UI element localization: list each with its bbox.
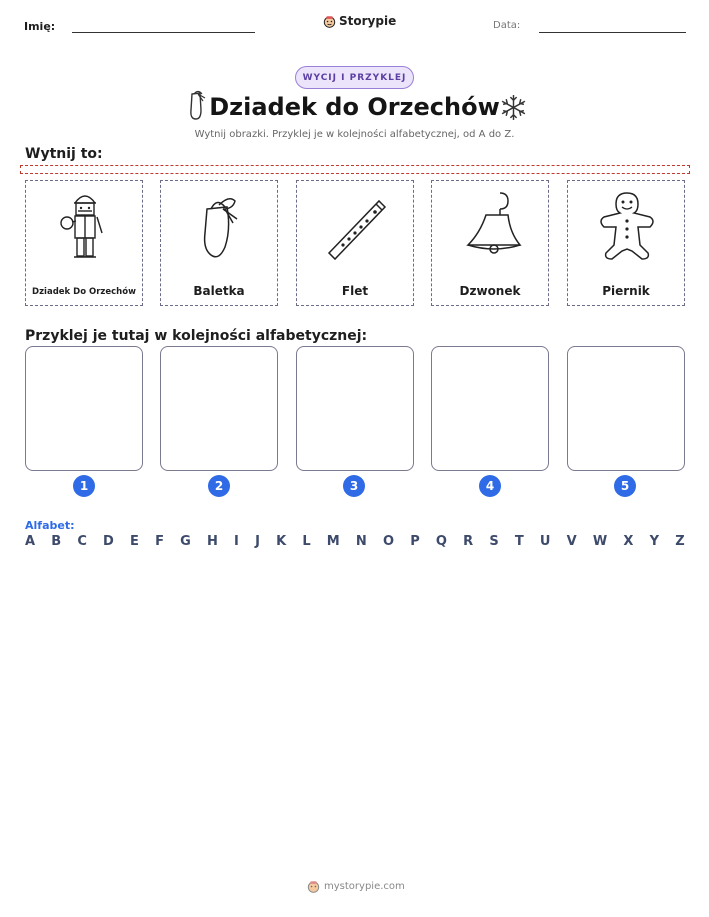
cut-card-gingerbread[interactable] [567,180,685,306]
alphabet-letter: V [566,534,577,549]
slot-number-5: 5 [614,475,636,497]
alphabet-letter: H [206,534,218,549]
alphabet-letter: G [180,534,191,549]
snowflake-icon [500,94,527,121]
cut-card-ballet-shoe[interactable] [160,180,278,306]
alphabet-letter: U [539,534,551,549]
alphabet-row [25,534,685,549]
alphabet-letter: N [355,534,367,549]
alphabet-letter: F [155,534,164,549]
nutcracker-icon [50,189,120,263]
brand-name: Storypie [339,14,397,28]
alphabet-letter: J [255,534,260,549]
paste-slot-3[interactable] [296,346,414,471]
alphabet-letter: O [382,534,395,549]
gingerbread-icon [592,189,662,263]
alphabet-letter: B [51,534,62,549]
date-line[interactable] [539,32,686,33]
activity-badge: WYCIJ I PRZYKLEJ [295,66,414,89]
alphabet-letter: M [326,534,340,549]
alphabet-letter: D [103,534,114,549]
card-label: Baletka [193,284,245,298]
alphabet-letter: Z [675,534,685,549]
storypie-logo-icon [307,880,320,893]
alphabet-letter: P [410,534,420,549]
name-line[interactable] [72,32,255,33]
alphabet-letter: X [623,534,634,549]
card-label: Dziadek Do Orzechów [32,287,136,297]
card-label: Flet [341,284,369,298]
alphabet-letter: C [77,534,87,549]
slot-number-1: 1 [73,475,95,497]
storypie-logo-icon [323,15,336,28]
alphabet-letter: K [276,534,287,549]
slot-number-2: 2 [208,475,230,497]
slot-number-3: 3 [343,475,365,497]
alphabet-letter: I [234,534,239,549]
alphabet-letter: Y [649,534,660,549]
alphabet-title: Alfabet: [25,519,75,532]
alphabet-letter: W [592,534,608,549]
page-title: Dziadek do Orzechów [209,93,500,121]
date-label: Data: [493,20,521,31]
paste-slot-1[interactable] [25,346,143,471]
cut-heading: Wytnij to: [25,146,103,162]
instructions: Wytnij obrazki. Przyklej je w kolejności alfabetycznej, od A do Z. [194,129,515,140]
paste-slot-5[interactable] [567,346,685,471]
alphabet-letter: E [130,534,139,549]
cut-line-dashed [20,165,690,174]
footer-site[interactable]: mystorypie.com [324,881,405,892]
brand-logo [323,14,396,28]
cut-card-bell[interactable] [431,180,549,306]
card-label: Piernik [602,284,650,298]
name-label: Imię: [24,20,56,33]
alphabet-letter: S [489,534,499,549]
flute-icon [321,189,391,263]
paste-slot-4[interactable] [431,346,549,471]
alphabet-letter: A [25,534,36,549]
cut-card-flute[interactable] [296,180,414,306]
alphabet-letter: Q [435,534,447,549]
bell-icon [456,189,526,263]
alphabet-letter: T [514,534,524,549]
cut-card-nutcracker[interactable] [25,180,143,306]
footer [307,880,405,893]
alphabet-letter: L [302,534,311,549]
card-label: Dzwonek [459,284,521,298]
paste-heading: Przyklej je tutaj w kolejności alfabetycznej: [25,328,368,344]
alphabet-letter: R [463,534,474,549]
paste-slot-2[interactable] [160,346,278,471]
slot-number-4: 4 [479,475,501,497]
ballet-shoe-icon [185,189,255,263]
